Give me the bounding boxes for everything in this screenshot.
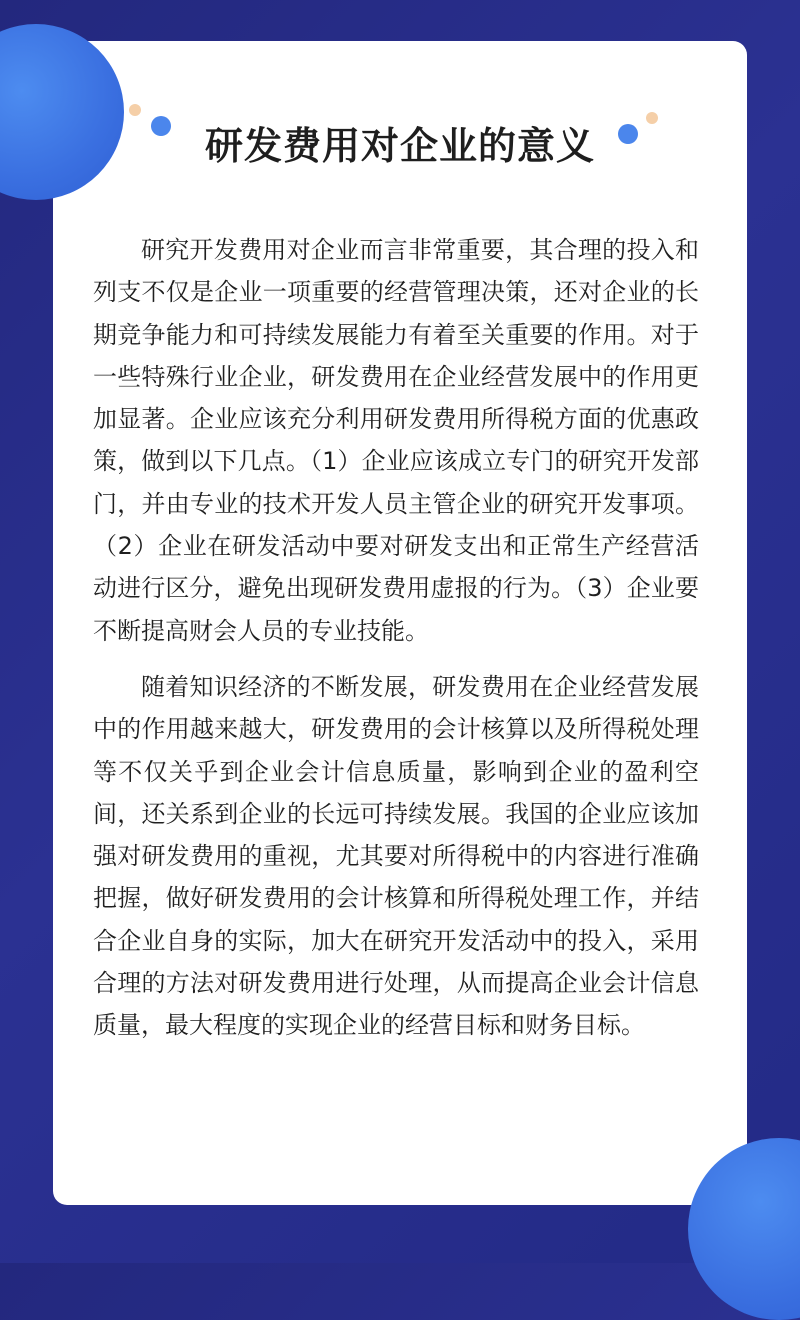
- decorative-dot-blue-left: [151, 116, 171, 136]
- article-title: 研发费用对企业的意义: [204, 124, 595, 168]
- decorative-dot-peach-left: [129, 104, 141, 116]
- article-paragraph-2: 随着知识经济的不断发展，研发费用在企业经营发展中的作用越来越大，研发费用的会计核算以及所得税处理等不仅关乎到企业会计信息质量，影响到企业的盈利空间，还关系到企业的长远可持续发展。我国的企业应该加强对研发费用的重视，尤其要对所得税中的内容进行准确把握，做好研发费用的会计核算和所得税处理工作，并结合企业自身的实际，加大在研究开发活动中的投入，采用合理的方法对研发费用进行处理，从而提高企业会计信息质量，最大程度的实现企业的经营目标和财务目标。: [93, 672, 699, 1040]
- article-body: [93, 229, 699, 1061]
- article-paragraph-1: 研究开发费用对企业而言非常重要，其合理的投入和列支不仅是企业一项重要的经营管理决策，还对企业的长期竞争能力和可持续发展能力有着至关重要的作用。对于一些特殊行业企业，研发费用在企业经营发展中的作用更加显著。企业应该充分利用研发费用所得税方面的优惠政策，做到以下几点。（1）企业应该成立专门的研究开发部门，并由专业的技术开发人员主管企业的研究开发事项。（2）企业在研发活动中要对研发支出和正常生产经营活动进行区分，避免出现研发费用虚报的行为。（3）企业要不断提高财会人员的专业技能。: [93, 236, 699, 645]
- decorative-dot-blue-right: [618, 124, 638, 144]
- decorative-dot-peach-right: [646, 112, 658, 124]
